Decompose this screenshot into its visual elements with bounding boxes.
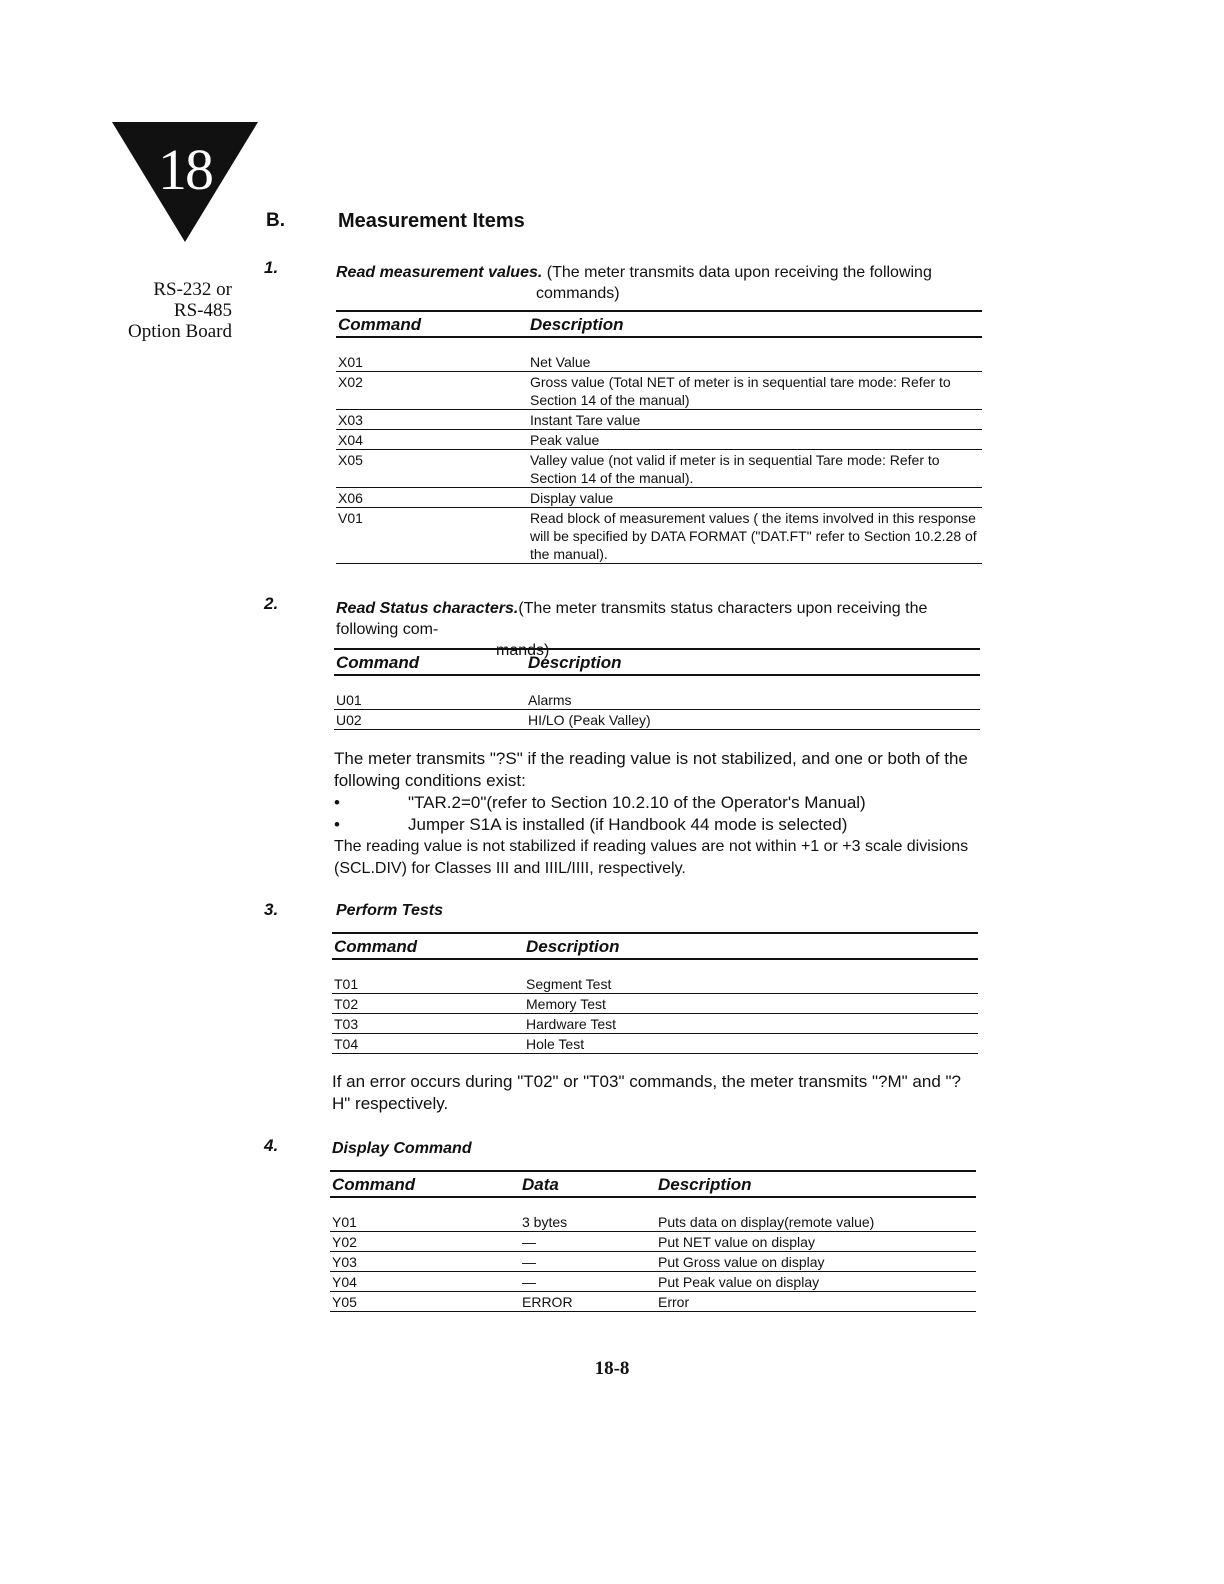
description-cell: Error [656, 1292, 976, 1312]
table-row [336, 508, 982, 564]
item-number: 3. [264, 900, 279, 919]
data-cell: — [520, 1252, 656, 1272]
command-cell: V01 [336, 508, 528, 564]
side-label-line: RS-232 or [153, 279, 232, 300]
test-commands-table [332, 932, 978, 1054]
data-cell: 3 bytes [520, 1212, 656, 1232]
command-cell: X06 [336, 488, 528, 508]
description-cell: Put Peak value on display [656, 1272, 976, 1292]
description-cell: Read block of measurement values ( the items involved in this response will be specified by DATA FORMAT ("DAT.FT" refer to Section 10.2.28 of the manual). [528, 508, 982, 564]
description-cell: Instant Tare value [528, 410, 982, 430]
column-header: Command [336, 311, 528, 337]
description-cell: Net Value [528, 352, 982, 372]
column-header: Command [332, 933, 524, 959]
command-cell: T01 [332, 974, 524, 994]
item-intro-cont: commands) [536, 285, 620, 302]
item-heading: Display Command [332, 1140, 472, 1157]
item-intro-cont: mands) [496, 642, 550, 659]
status-commands-table [334, 648, 980, 730]
bullet-text: "TAR.2=0"(refer to Section 10.2.10 of the Operator's Manual) [408, 793, 866, 812]
command-cell: Y02 [330, 1232, 520, 1252]
description-cell: Hardware Test [524, 1014, 978, 1034]
table-row [332, 1014, 978, 1034]
command-cell: Y05 [330, 1292, 520, 1312]
page-number: 18-8 [594, 1358, 630, 1379]
test-note: If an error occurs during "T02" or "T03" commands, the meter transmits "?M" and "?H" respectively. [332, 1072, 961, 1113]
command-cell: X01 [336, 352, 528, 372]
table-row [330, 1272, 976, 1292]
description-cell: Hole Test [524, 1034, 978, 1054]
condition-list [334, 792, 978, 836]
item-number: 4. [264, 1136, 279, 1155]
item-intro [336, 262, 976, 304]
command-cell: T02 [332, 994, 524, 1014]
description-cell: Memory Test [524, 994, 978, 1014]
table-row [330, 1212, 976, 1232]
item-intro-text: (The meter transmits status characters upon receiving the following com- [336, 600, 928, 638]
item-intro [332, 1138, 972, 1159]
table-row [330, 1252, 976, 1272]
command-cell: Y01 [330, 1212, 520, 1232]
command-cell: T04 [332, 1034, 524, 1054]
data-cell: — [520, 1272, 656, 1292]
command-cell: Y03 [330, 1252, 520, 1272]
item-number: 1. [264, 258, 279, 277]
side-label-line: RS-485 [173, 300, 232, 321]
table-row [332, 994, 978, 1014]
side-label-line: Option Board [128, 321, 232, 342]
command-cell: T03 [332, 1014, 524, 1034]
description-cell: Gross value (Total NET of meter is in sequential tare mode: Refer to Section 14 of the manual) [528, 372, 982, 410]
description-cell: Alarms [526, 690, 980, 710]
data-cell: — [520, 1232, 656, 1252]
bullet-mark: • [334, 815, 340, 834]
section-title: Measurement Items [338, 210, 525, 232]
description-cell: Valley value (not valid if meter is in sequential Tare mode: Refer to Section 14 of the manual). [528, 450, 982, 488]
description-cell: Peak value [528, 430, 982, 450]
table-row [334, 710, 980, 730]
table-row [336, 410, 982, 430]
table-row [330, 1292, 976, 1312]
column-header: Description [528, 311, 982, 337]
table-row [336, 430, 982, 450]
status-note [334, 748, 978, 880]
command-cell: U02 [334, 710, 526, 730]
item-intro-text: (The meter transmits data upon receiving the following [542, 264, 932, 281]
table-row [336, 450, 982, 488]
column-header: Description [656, 1171, 976, 1197]
item-heading: Perform Tests [336, 902, 443, 919]
section-letter: B. [266, 210, 285, 231]
bullet-text: Jumper S1A is installed (if Handbook 44 mode is selected) [408, 815, 848, 834]
command-cell: X04 [336, 430, 528, 450]
command-cell: Y04 [330, 1272, 520, 1292]
table-row [336, 372, 982, 410]
column-header: Description [526, 649, 980, 675]
command-cell: X05 [336, 450, 528, 488]
note-text: The reading value is not stabilized if reading values are not within +1 or +3 scale divisions (SCL.DIV) for Classes III and IIIL/IIII, respectively. [334, 838, 969, 877]
bullet-mark: • [334, 793, 340, 812]
note-text: The meter transmits "?S" if the reading value is not stabilized, and one or both of the following conditions exist: [334, 749, 968, 790]
item-heading: Read Status characters. [336, 600, 519, 617]
table-row [336, 488, 982, 508]
column-header: Description [524, 933, 978, 959]
column-header: Command [330, 1171, 520, 1197]
chapter-side-label [100, 279, 232, 342]
column-header: Data [520, 1171, 656, 1197]
table-row [336, 352, 982, 372]
measurement-commands-table [336, 310, 982, 564]
chapter-number: 18 [158, 137, 212, 202]
command-cell: X03 [336, 410, 528, 430]
description-cell: Put NET value on display [656, 1232, 976, 1252]
description-cell: Display value [528, 488, 982, 508]
column-header: Command [334, 649, 526, 675]
description-cell: Put Gross value on display [656, 1252, 976, 1272]
table-row [332, 1034, 978, 1054]
item-heading: Read measurement values. [336, 264, 543, 281]
chapter-badge [112, 122, 258, 242]
description-cell: Puts data on display(remote value) [656, 1212, 976, 1232]
item-number: 2. [264, 594, 279, 613]
table-row [330, 1232, 976, 1252]
command-cell: X02 [336, 372, 528, 410]
item-intro [336, 900, 976, 921]
description-cell: HI/LO (Peak Valley) [526, 710, 980, 730]
list-item [334, 792, 978, 814]
display-commands-table [330, 1170, 976, 1312]
list-item [334, 814, 978, 836]
table-row [334, 690, 980, 710]
table-row [332, 974, 978, 994]
command-cell: U01 [334, 690, 526, 710]
data-cell: ERROR [520, 1292, 656, 1312]
description-cell: Segment Test [524, 974, 978, 994]
